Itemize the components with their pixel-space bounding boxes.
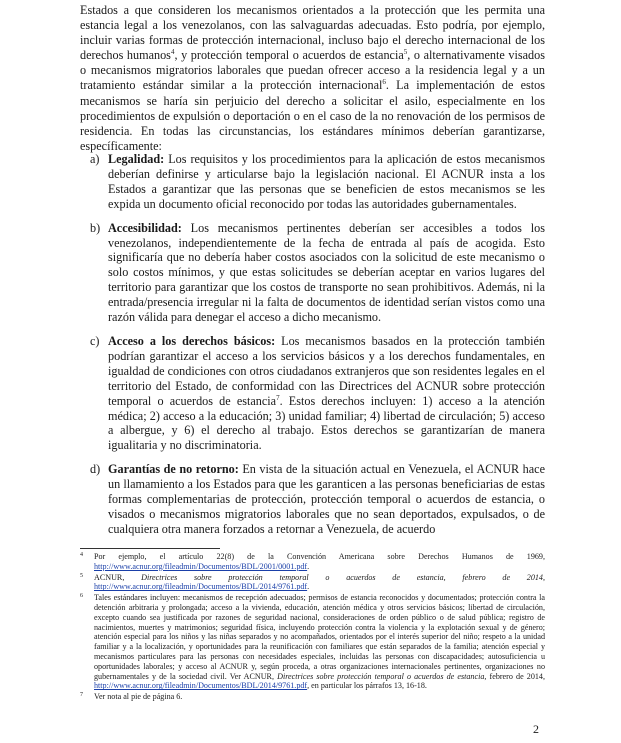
footnote-italic-title: Directrices sobre protección temporal o acuerdos de estancia, febrero de 2014 xyxy=(141,572,543,582)
footnote-number: 5 xyxy=(80,572,83,579)
footnote-text-end: , en particular los párrafos 13, 16-18. xyxy=(307,681,427,691)
footnote-text-end: . xyxy=(307,582,310,592)
list-marker: c) xyxy=(90,333,100,348)
footnote-link[interactable]: http://www.acnur.org/fileadmin/Documentos/BDL/2014/9761.pdf xyxy=(94,582,308,592)
footnote-link[interactable]: http://www.acnur.org/fileadmin/Documentos/BDL/2014/9761.pdf xyxy=(94,681,308,691)
footnote-text: Por ejemplo, el artículo 22(8) de la Convención Americana sobre Derechos Humanos de 1969, xyxy=(94,552,545,561)
footnote-ref-6[interactable]: 6 xyxy=(382,78,386,87)
footnote-number: 6 xyxy=(80,593,83,600)
item-title: Accesibilidad: xyxy=(108,220,182,235)
intro-text-1: Estados a que consideren los mecanismos orientados a la protección que les permita una estancia legal a los venezolanos, con las salvaguardas adecuadas. Esto podría, por ejemplo, incluir varias formas de protección internacional, incluso bajo el derecho internacional de los derechos humanos xyxy=(80,3,545,63)
list-item-accesibilidad xyxy=(80,221,545,325)
footnote-link[interactable]: http://www.acnur.org/fileadmin/Documentos/BDL/2001/0001.pdf xyxy=(94,561,308,571)
footnote-5 xyxy=(80,573,545,593)
footnote-divider xyxy=(80,548,220,549)
intro-text-3: , o alternativamente visados o mecanismos migratorios laborales que puedan ofrecer acceso a la residencia legal y a un tratamiento estándar similar a la protección internacional xyxy=(80,48,545,93)
list-marker: a) xyxy=(90,152,100,166)
intro-text-4: . La implementación de estos mecanismos se haría sin perjuicio del derecho a solicitar el asilo, especialmente en los procedimientos de expulsión o deportación o en el caso de la no renovación de los permisos de residencia. En todas las circunstancias, los estándares mínimos deberían garantizarse, específicamente: xyxy=(80,78,545,153)
footnote-number: 7 xyxy=(80,692,83,699)
item-text: Los requisitos y los procedimientos para la aplicación de estos mecanismos deberían definirse y articularse bajo la legislación nacional. El ACNUR insta a los Estados a garantizar que las personas que se beneficien de estos mecanismos se les expida un documento oficial reconocido por todas las autoridades gubernamentales. xyxy=(108,152,545,211)
item-text: Los mecanismos pertinentes deberían ser accesibles a todos los venezolanos, independientemente de la fecha de entrada al país de acogida. Esto significaría que no debería haber costos asociados con la solicitud de este mecanismo o solo costos mínimos, y que estas solicitudes se deberían aceptar en varios lugares del territorio para garantizar que los costos de transporte no sean prohibitivos. Además, ni la entrada/presencia irregular ni la falta de documentos de identidad serían vistos como una razón válida para denegar el acceso a dicho mecanismo. xyxy=(108,220,545,325)
item-title: Legalidad: xyxy=(108,152,165,166)
footnote-italic-title: Directrices sobre protección temporal o acuerdos de estancia xyxy=(277,671,485,681)
page-number: 2 xyxy=(533,722,539,736)
footnote-text: Tales estándares incluyen: mecanismos de recepción adecuados; permisos de estancia reconocidos y documentados; protección contra la detención arbitraria y prolongada; acceso a la vivienda, educación, atención médica y otros servicios básicos; libertad de circulación, excepto cuando sea justificada por razones de seguridad nacional, consideraciones de orden público o de salud pública; registro de nacimientos, muertes y matrimonios; seguridad física, incluyendo protección contra la violencia y la explotación sexual y de género; atención especial para los niños y las niñas separados y no acompañados, orientados por el interés superior del niño; respeto a la unidad familiar y a la localización, y oportunidades para la reunificación con familiares que están separados de la familia; atención especial y mecanismos particulares para las personas con necesidades especiales, incluidas las personas con discapacidades; autosuficiencia u oportunidades laborales; y acceso al ACNUR y, según proceda, a otras organizaciones internacionales pertinentes, organizaciones no gubernamentales y de la sociedad civil. Ver ACNUR, xyxy=(94,593,545,681)
item-text: Los mecanismos basados en la protección también podrían garantizar el acceso a los servicios básicos y a los derechos fundamentales, en igualdad de condiciones con otros ciudadanos extranjeros que son residentes legales en el territorio del Estado, de conformidad con las Directrices del ACNUR sobre protección temporal o acuerdos de estancia xyxy=(108,333,545,408)
item-text-continued: . Estos derechos incluyen: 1) acceso a la atención médica; 2) acceso a la educación; 3) unidad familiar; 4) libertad de circulación; 5) acceso a albergue, y 6) el derecho al trabajo. Estos derechos se garantizarían de manera igualitaria y no discriminatoria. xyxy=(108,393,545,453)
list-marker: d) xyxy=(90,462,101,477)
footnote-text: Ver nota al pie de página 6. xyxy=(94,692,183,702)
footnote-7 xyxy=(80,692,545,702)
footnote-4 xyxy=(80,552,545,572)
list-item-legalidad xyxy=(80,152,545,212)
footnote-text: ACNUR, xyxy=(94,572,142,582)
standards-list xyxy=(80,152,545,546)
footnote-text-mid: , xyxy=(542,572,545,582)
footnote-ref-4[interactable]: 4 xyxy=(170,48,175,57)
footnote-text-end: . xyxy=(307,561,310,571)
intro-paragraph xyxy=(80,3,545,154)
list-item-derechos-basicos xyxy=(80,334,545,453)
item-title: Garantías de no retorno: xyxy=(108,462,239,477)
list-marker: b) xyxy=(90,220,101,235)
footnote-6 xyxy=(80,593,545,691)
footnotes xyxy=(80,552,545,703)
list-item-no-retorno xyxy=(80,462,545,537)
item-text: En vista de la situación actual en Venezuela, el ACNUR hace un llamamiento a los Estados para que les garanticen a las personas beneficiarias de estas formas complementarias de protección, protección temporal o acuerdos de estancia, o visados o mecanismos migratorios laborales que no sean deportados, expulsados, o de cualquiera otra manera forzados a retornar a Venezuela, de acuerdo xyxy=(108,462,545,536)
footnote-ref-5[interactable]: 5 xyxy=(403,48,408,57)
footnote-text-mid: , febrero de 2014, xyxy=(484,671,545,681)
footnote-ref-7[interactable]: 7 xyxy=(276,393,280,402)
item-title: Acceso a los derechos básicos: xyxy=(108,333,276,348)
intro-text-2: , y protección temporal o acuerdos de estancia xyxy=(174,48,404,63)
footnote-number: 4 xyxy=(80,552,83,558)
